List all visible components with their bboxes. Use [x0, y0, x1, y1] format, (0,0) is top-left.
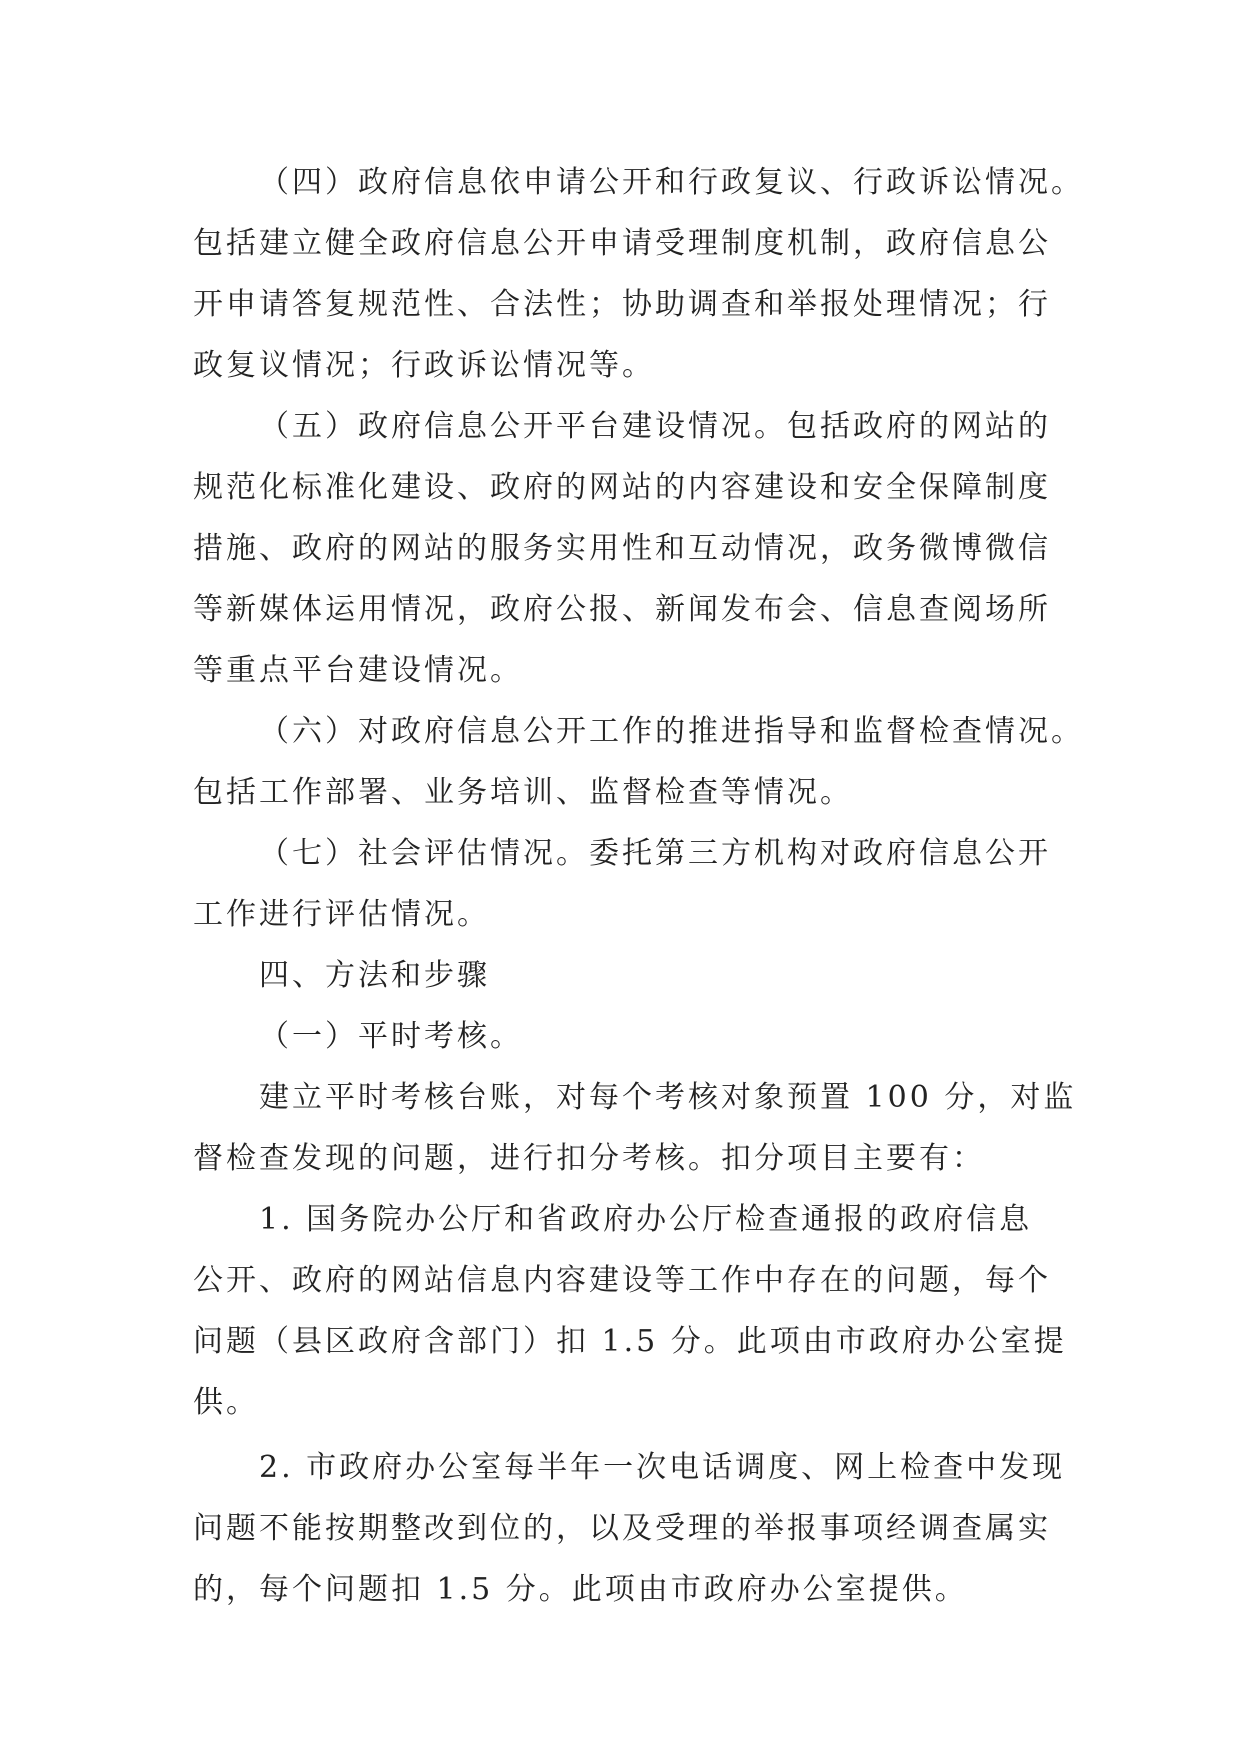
- text-line: 问题（县区政府含部门）扣 1.5 分。此项由市政府办公室提: [193, 1324, 1067, 1359]
- text-line: 公开、政府的网站信息内容建设等工作中存在的问题，每个: [193, 1263, 1051, 1298]
- text-line: 督检查发现的问题，进行扣分考核。扣分项目主要有：: [193, 1141, 985, 1176]
- paragraph-deduction-1: [193, 1189, 1067, 1433]
- paragraph-assessment-ledger: [193, 1067, 1077, 1189]
- paragraph-item-6: [193, 701, 1084, 823]
- text-line: 等新媒体运用情况，政府公报、新闻发布会、信息查阅场所: [193, 592, 1051, 627]
- text-line: 的，每个问题扣 1.5 分。此项由市政府办公室提供。: [193, 1572, 968, 1607]
- section-heading-methods: 四、方法和步骤: [259, 958, 490, 993]
- text-line: （六）对政府信息公开工作的推进指导和监督检查情况。: [259, 714, 1084, 749]
- text-line: 包括建立健全政府信息公开申请受理制度机制，政府信息公: [193, 226, 1051, 261]
- paragraph-item-7: [193, 823, 1053, 945]
- text-line: 等重点平台建设情况。: [193, 653, 523, 688]
- text-line: （七）社会评估情况。委托第三方机构对政府信息公开: [259, 836, 1051, 871]
- subsection-heading-routine-assessment: （一）平时考核。: [259, 1019, 523, 1054]
- text-line: 规范化标准化建设、政府的网站的内容建设和安全保障制度: [193, 470, 1051, 505]
- text-line: 包括工作部署、业务培训、监督检查等情况。: [193, 775, 853, 810]
- text-line: （四）政府信息依申请公开和行政复议、行政诉讼情况。: [259, 165, 1084, 200]
- text-line: （五）政府信息公开平台建设情况。包括政府的网站的: [259, 409, 1051, 444]
- text-line: 措施、政府的网站的服务实用性和互动情况，政务微博微信: [193, 531, 1051, 566]
- text-line: 1. 国务院办公厅和省政府办公厅检查通报的政府信息: [259, 1202, 1033, 1237]
- text-line: 2. 市政府办公室每半年一次电话调度、网上检查中发现: [259, 1450, 1066, 1485]
- text-line: 供。: [193, 1385, 259, 1420]
- paragraph-item-4: [193, 152, 1084, 396]
- text-line: 工作进行评估情况。: [193, 897, 490, 932]
- document-body: [193, 152, 1084, 1620]
- text-line: 问题不能按期整改到位的，以及受理的举报事项经调查属实: [193, 1511, 1051, 1546]
- paragraph-deduction-2: [193, 1437, 1066, 1620]
- text-line: 开申请答复规范性、合法性；协助调查和举报处理情况；行: [193, 287, 1051, 322]
- text-line: 建立平时考核台账，对每个考核对象预置 100 分，对监: [259, 1080, 1077, 1115]
- paragraph-item-5: [193, 396, 1053, 701]
- text-line: 政复议情况；行政诉讼情况等。: [193, 348, 655, 383]
